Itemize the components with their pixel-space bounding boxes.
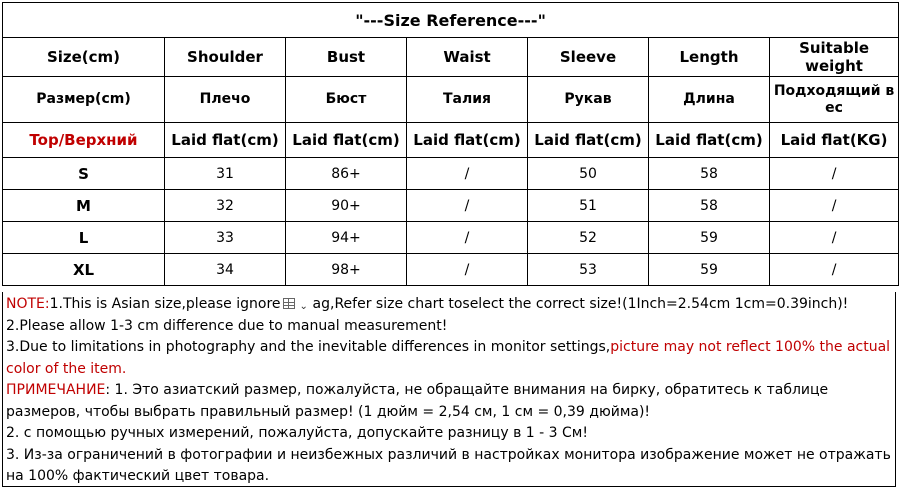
table-cell: 33 [165,222,286,254]
header-cell: Подходящий в ес [770,77,899,123]
header-cell: Laid flat(cm) [528,123,649,158]
table-cell: 90+ [286,190,407,222]
header-cell: Размер(cm) [3,77,165,123]
table-cell: / [407,190,528,222]
table-cell: / [407,158,528,190]
table-cell: 53 [528,254,649,286]
size-cell: S [3,158,165,190]
size-cell: XL [3,254,165,286]
header-cell: Sleeve [528,38,649,77]
note-ru-3: 3. Из-за ограничений в фотографии и неизбежных различий в настройках монитора изображение может не отражать на 100% фактический цвет товара. [6,446,891,484]
header-row-ru [3,77,899,123]
note-2: 2.Please allow 1-3 cm difference due to manual measurement! [6,317,448,334]
note-text: 1.This is Asian size,please ignore [49,296,281,312]
header-cell: Laid flat(cm) [649,123,770,158]
table-cell: 51 [528,190,649,222]
note-prefix: NOTE: [6,296,50,312]
table-dropdown-icon[interactable]: ⌄ [282,296,312,312]
header-cell: Shoulder [165,38,286,77]
table-cell: 34 [165,254,286,286]
header-cell: Laid flat(cm) [407,123,528,158]
table-cell: 52 [528,222,649,254]
note-text: 3.Due to limitations in photography and the inevitable differences in monitor settings, [6,339,611,355]
note-ru-1 [6,380,895,423]
header-cell: Laid flat(KG) [770,123,899,158]
table-cell: / [770,190,899,222]
size-cell: M [3,190,165,222]
notes-panel [2,292,896,487]
header-cell: Laid flat(cm) [165,123,286,158]
table-cell: / [407,254,528,286]
note-1 [6,294,895,316]
header-cell: Bust [286,38,407,77]
header-row-method [3,123,899,158]
note-text: ag,Refer size chart toselect the correct size!(1Inch=2.54cm 1cm=0.39inch)! [312,296,849,312]
header-cell: Laid flat(cm) [286,123,407,158]
table-cell: 31 [165,158,286,190]
size-chart [2,2,898,489]
table-row [3,190,899,222]
table-cell: 58 [649,190,770,222]
table-cell: 32 [165,190,286,222]
note-ru-2: 2. с помощью ручных измерений, пожалуйста, допускайте разницу в 1 - 3 См! [6,425,588,441]
note-highlight: picture may not reflect 100% the actual color of the item. [6,339,891,377]
header-cell: Плечо [165,77,286,123]
note-prefix-ru: ПРИМЕЧАНИЕ [6,382,106,398]
table-cell: 50 [528,158,649,190]
note-3 [6,337,895,380]
header-cell: Suitable weight [770,38,899,77]
header-cell: Length [649,38,770,77]
header-cell: Бюст [286,77,407,123]
table-cell: / [770,254,899,286]
note-text: : 1. Это азиатский размер, пожалуйста, не обращайте внимания на бирку, обратитесь к таблице размеров, чтобы выбрать правильный размер! (1 дюйм = 2,54 см, 1 см = 0,39 дюйма)! [6,382,829,420]
header-cell: Длина [649,77,770,123]
table-cell: / [407,222,528,254]
header-cell: Size(cm) [3,38,165,77]
table-cell: 59 [649,222,770,254]
table-cell: 86+ [286,158,407,190]
header-cell: Рукав [528,77,649,123]
table-row [3,254,899,286]
table-row [3,222,899,254]
header-cell: Талия [407,77,528,123]
table-title: "---Size Reference---" [3,3,899,38]
table-cell: / [770,222,899,254]
header-cell: Waist [407,38,528,77]
size-cell: L [3,222,165,254]
table-cell: 98+ [286,254,407,286]
table-cell: / [770,158,899,190]
table-row [3,158,899,190]
header-row-en [3,38,899,77]
table-cell: 59 [649,254,770,286]
table-cell: 58 [649,158,770,190]
table-cell: 94+ [286,222,407,254]
header-cell-top: Top/Верхний [3,123,165,158]
size-table [2,2,899,286]
